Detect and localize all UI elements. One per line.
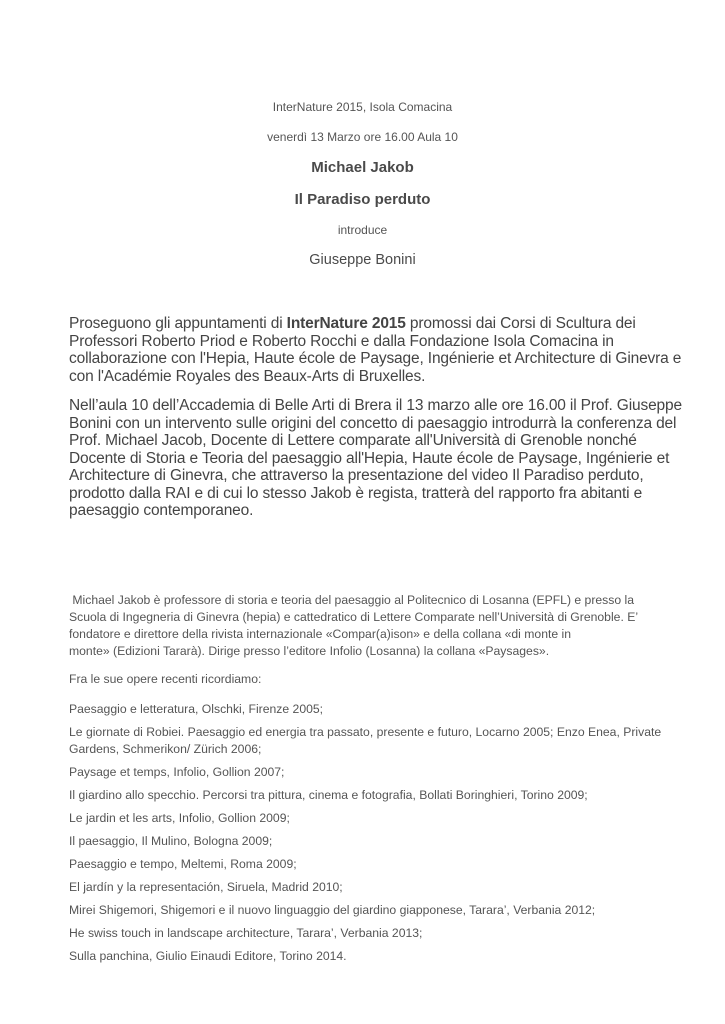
bio-line: monte» (Edizioni Tararà). Dirige presso l’editore Infolio (Losanna) la collana «Paysages». bbox=[69, 644, 550, 658]
list-item: Il paesaggio, Il Mulino, Bologna 2009; bbox=[69, 834, 273, 848]
bio-line: Michael Jakob è professore di storia e teoria del paesaggio al Politecnico di Losanna (EPFL) e presso la bbox=[69, 593, 635, 607]
event-line: Bonini con un intervento sulle origini del concetto di paesaggio introdurrà la conferenza del bbox=[69, 414, 677, 432]
datetime-line: venerdì 13 Marzo ore 16.00 Aula 10 bbox=[267, 130, 458, 144]
intro-line-2: Professori Roberto Priod e Roberto Rocchi e dalla Fondazione Isola Comacina in bbox=[69, 332, 614, 350]
introduce-label: introduce bbox=[337, 223, 388, 237]
intro-line-4: con l'Académie Royales des Beaux-Arts di Bruxelles. bbox=[69, 367, 426, 385]
event-line: Docente di Storia e Teoria del paesaggio all'Hepia, Haute école de Paysage, Ingénierie et bbox=[69, 449, 670, 467]
list-item: Le giornate di Robiei. Paesaggio ed energia tra passato, presente e futuro, Locarno 2005; Enzo Enea, Private Gardens, Schmerikon/ Zürich 2006; bbox=[69, 725, 662, 756]
intro-line-1: Proseguono gli appuntamenti di InterNature 2015 promossi dai Corsi di Scultura dei bbox=[69, 315, 636, 332]
event-line: InterNature 2015, Isola Comacina bbox=[272, 100, 453, 114]
list-item: Mirei Shigemori, Shigemori e il nuovo linguaggio del giardino giapponese, Tarara’, Verbania 2012; bbox=[69, 903, 596, 917]
bio-line: Scuola di Ingegneria di Ginevra (hepia) e cattedratico di Lettere Comparate nell’Università di Grenoble. E’ bbox=[69, 610, 639, 624]
works-list bbox=[69, 701, 669, 971]
list-item: Paysage et temps, Infolio, Gollion 2007; bbox=[69, 765, 285, 779]
event-paragraph bbox=[69, 397, 682, 520]
intro-line-3: collaborazione con l'Hepia, Haute école de Paysage, Ingénierie et Architecture di Ginevra e bbox=[69, 350, 682, 367]
list-item: El jardín y la representación, Siruela, Madrid 2010; bbox=[69, 880, 343, 894]
internature-bold: InterNature 2015 bbox=[286, 315, 406, 332]
list-item: Le jardin et les arts, Infolio, Gollion 2009; bbox=[69, 811, 290, 825]
list-item: Paesaggio e letteratura, Olschki, Firenze 2005; bbox=[69, 702, 324, 716]
list-item: Paesaggio e tempo, Meltemi, Roma 2009; bbox=[69, 857, 297, 871]
intro-paragraph bbox=[69, 315, 682, 385]
talk-title: Il Paradiso perduto bbox=[294, 191, 431, 208]
list-item: Sulla panchina, Giulio Einaudi Editore, Torino 2014. bbox=[69, 949, 347, 963]
event-line: prodotto dalla RAI e di cui lo stesso Jakob è regista, tratterà del rapporto fra abitanti e bbox=[69, 484, 643, 502]
list-item: He swiss touch in landscape architecture, Tarara’, Verbania 2013; bbox=[69, 926, 423, 940]
event-line: Prof. Michael Jacob, Docente di Lettere comparate all'Università di Grenoble nonché bbox=[69, 432, 637, 449]
event-line: Nell’aula 10 dell’Accademia di Belle Arti di Brera il 13 marzo alle ore 16.00 il Prof. Giuseppe bbox=[69, 397, 682, 414]
works-intro: Fra le sue opere recenti ricordiamo: bbox=[69, 672, 262, 686]
speaker-name: Michael Jakob bbox=[311, 159, 414, 176]
bio-paragraph bbox=[69, 592, 664, 660]
bio-line: fondatore e direttore della rivista internazionale «Compar(a)ison» e della collana «di monte in bbox=[69, 627, 572, 641]
event-line: Architecture di Ginevra, che attraverso la presentazione del video Il Paradiso perduto, bbox=[69, 467, 644, 484]
list-item: Il giardino allo specchio. Percorsi tra pittura, cinema e fotografia, Bollati Boringhieri, Torino 2009; bbox=[69, 788, 588, 802]
event-line: paesaggio contemporaneo. bbox=[69, 502, 254, 519]
introducer-name: Giuseppe Bonini bbox=[309, 252, 416, 268]
